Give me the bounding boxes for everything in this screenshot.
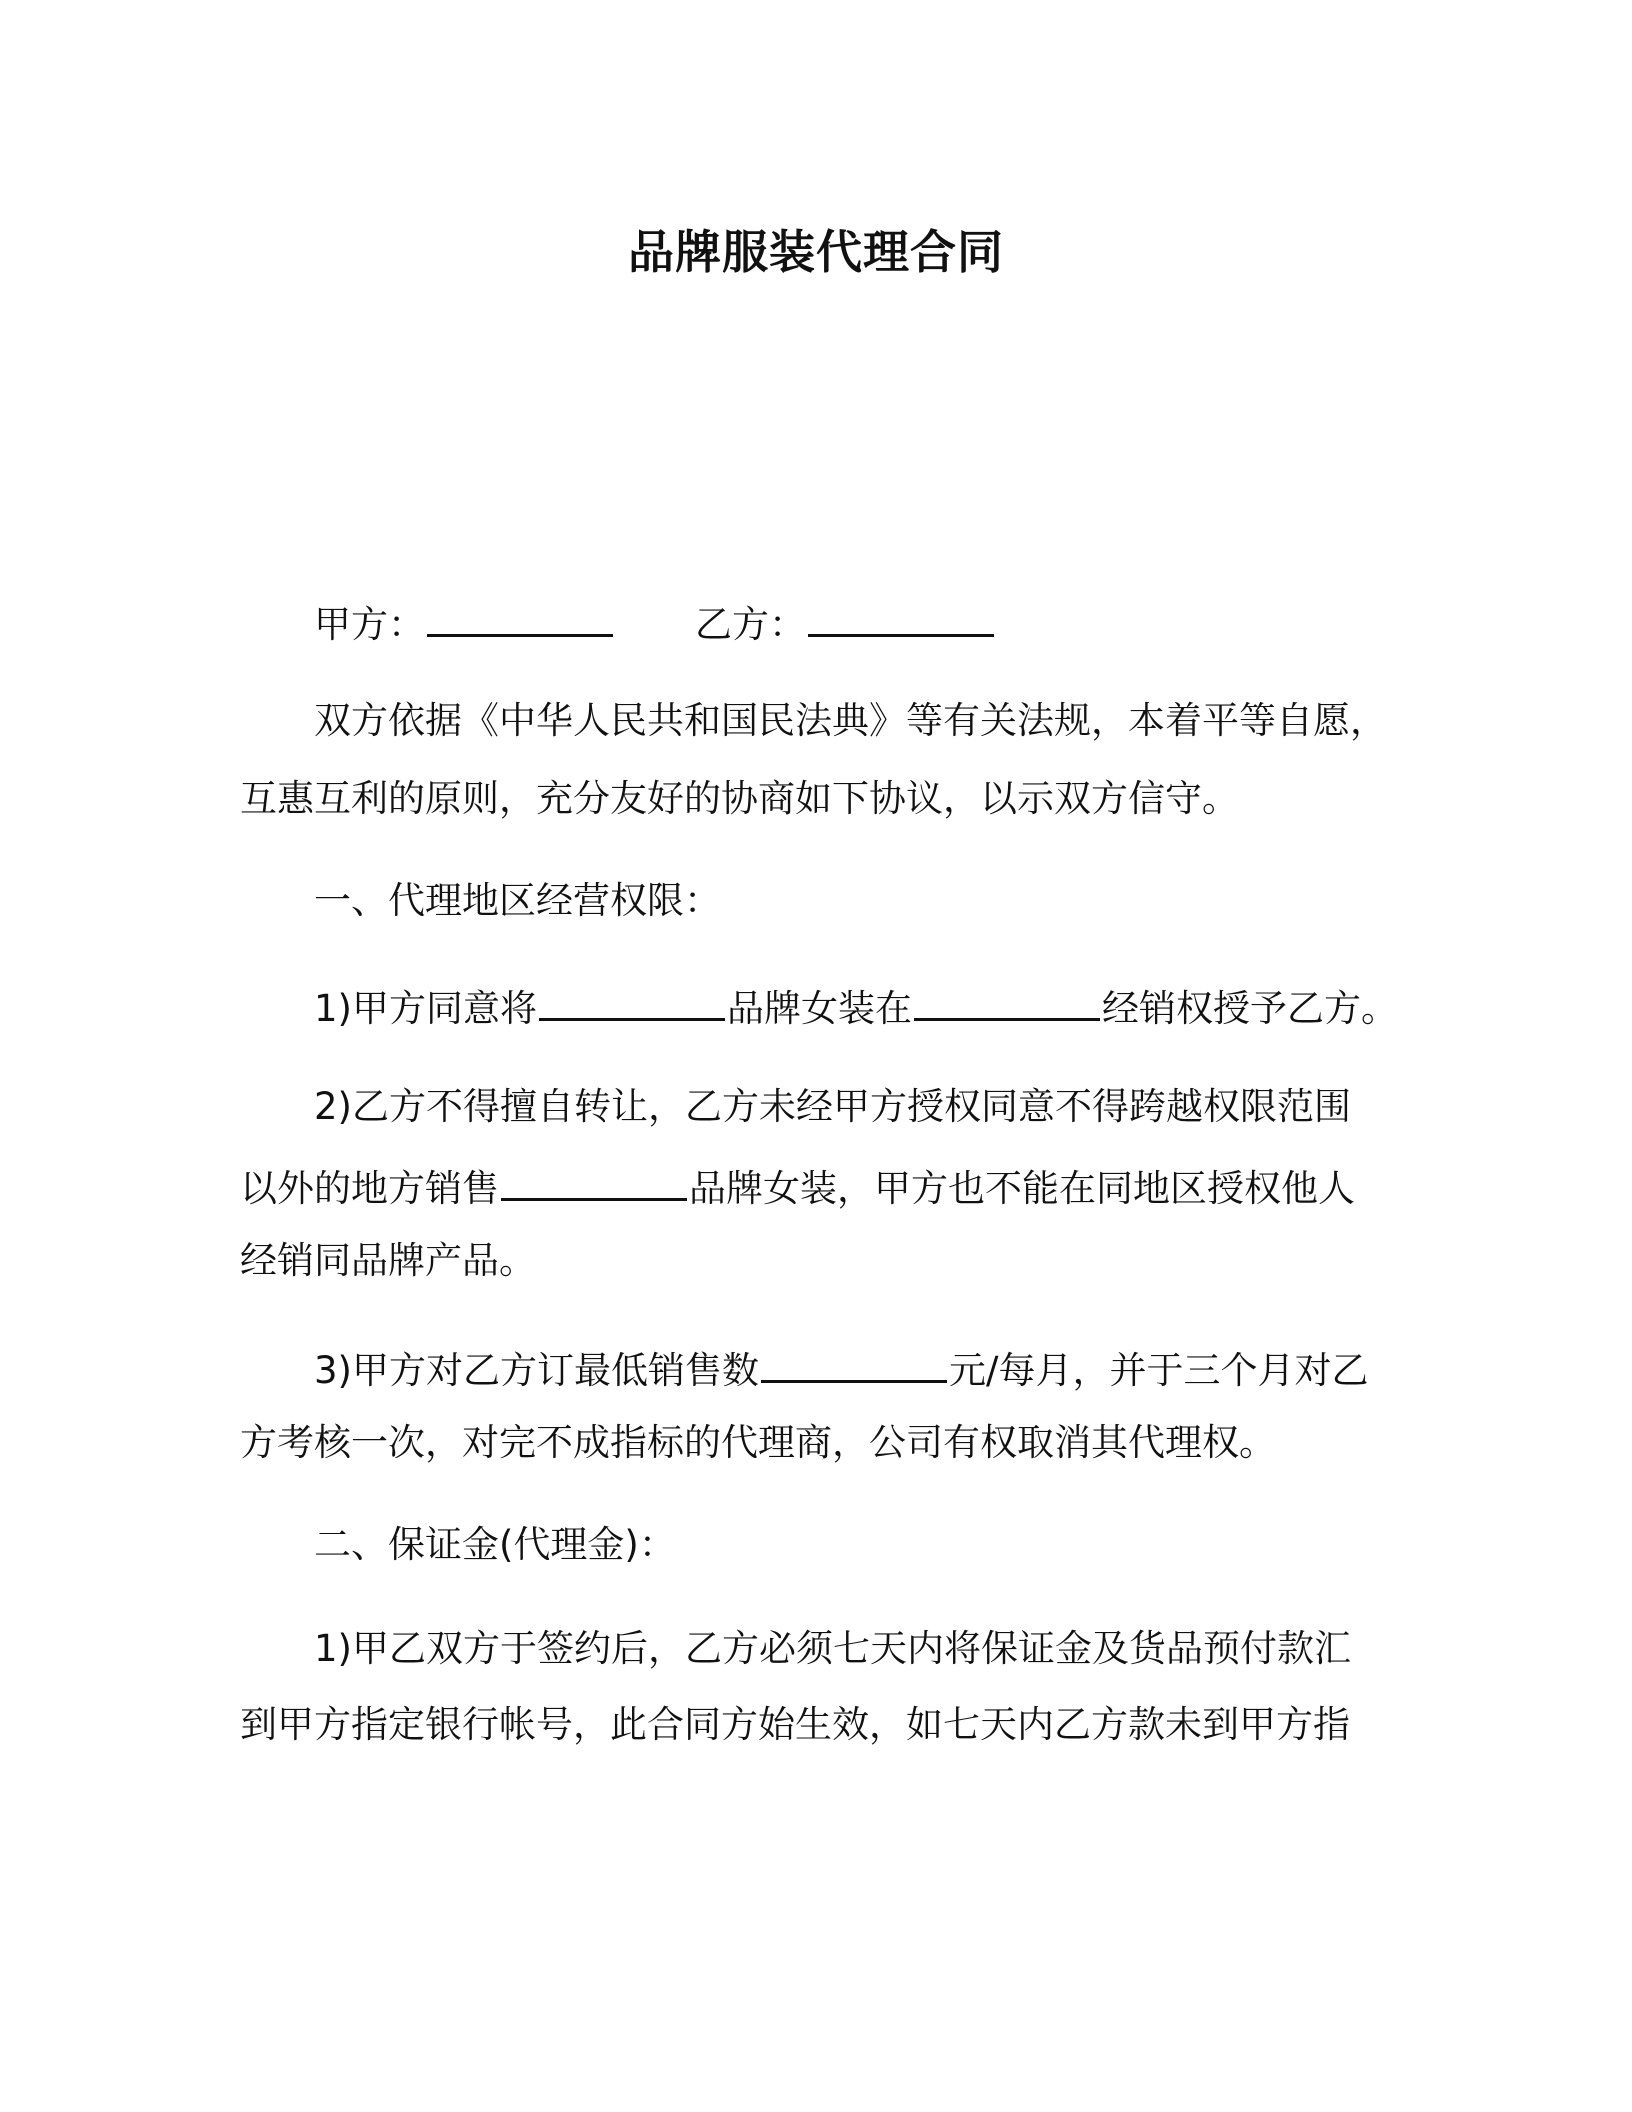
section1-item3-line1 bbox=[314, 1340, 1368, 1396]
section1-item3-line2: 方考核一次，对完不成指标的代理商，公司有权取消其代理权。 bbox=[240, 1421, 1276, 1464]
section2-heading: 二、保证金(代理金)： bbox=[314, 1523, 676, 1566]
item1-text-1: 1)甲方同意将 bbox=[314, 987, 537, 1030]
intro-line-2: 互惠互利的原则，充分友好的协商如下协议，以示双方信守。 bbox=[240, 777, 1239, 820]
section1-item1 bbox=[314, 978, 1398, 1034]
section2-item1-line2: 到甲方指定银行帐号，此合同方始生效，如七天内乙方款未到甲方指 bbox=[240, 1703, 1350, 1746]
item1-text-3: 经销权授予乙方。 bbox=[1101, 987, 1398, 1030]
party-b-blank[interactable] bbox=[808, 594, 994, 637]
item2-text-1: 以外的地方销售 bbox=[240, 1167, 499, 1210]
item2-text-2: 品牌女装，甲方也不能在同地区授权他人 bbox=[689, 1167, 1355, 1210]
section1-heading: 一、代理地区经营权限： bbox=[314, 879, 721, 922]
brand-blank[interactable] bbox=[539, 978, 725, 1021]
intro-line-1: 双方依据《中华人民共和国民法典》等有关法规，本着平等自愿， bbox=[314, 699, 1387, 742]
section2-item1-line1: 1)甲乙双方于签约后，乙方必须七天内将保证金及货品预付款汇 bbox=[314, 1627, 1351, 1670]
parties-line bbox=[314, 594, 996, 650]
region-blank[interactable] bbox=[914, 978, 1100, 1021]
section1-item2-line1: 2)乙方不得擅自转让，乙方未经甲方授权同意不得跨越权限范围 bbox=[314, 1085, 1351, 1128]
section1-item2-line3: 经销同品牌产品。 bbox=[240, 1239, 536, 1282]
party-b-label: 乙方： bbox=[695, 603, 806, 646]
document-title: 品牌服装代理合同 bbox=[628, 225, 1004, 279]
item3-text-1: 3)甲方对乙方订最低销售数 bbox=[314, 1349, 759, 1392]
party-a-blank[interactable] bbox=[427, 594, 613, 637]
section1-item2-line2 bbox=[240, 1158, 1355, 1214]
brand-blank-2[interactable] bbox=[501, 1158, 687, 1201]
min-sales-blank[interactable] bbox=[761, 1340, 947, 1383]
item3-text-2: 元/每月，并于三个月对乙 bbox=[948, 1349, 1369, 1392]
item1-text-2: 品牌女装在 bbox=[726, 987, 912, 1030]
party-a-label: 甲方： bbox=[314, 603, 425, 646]
